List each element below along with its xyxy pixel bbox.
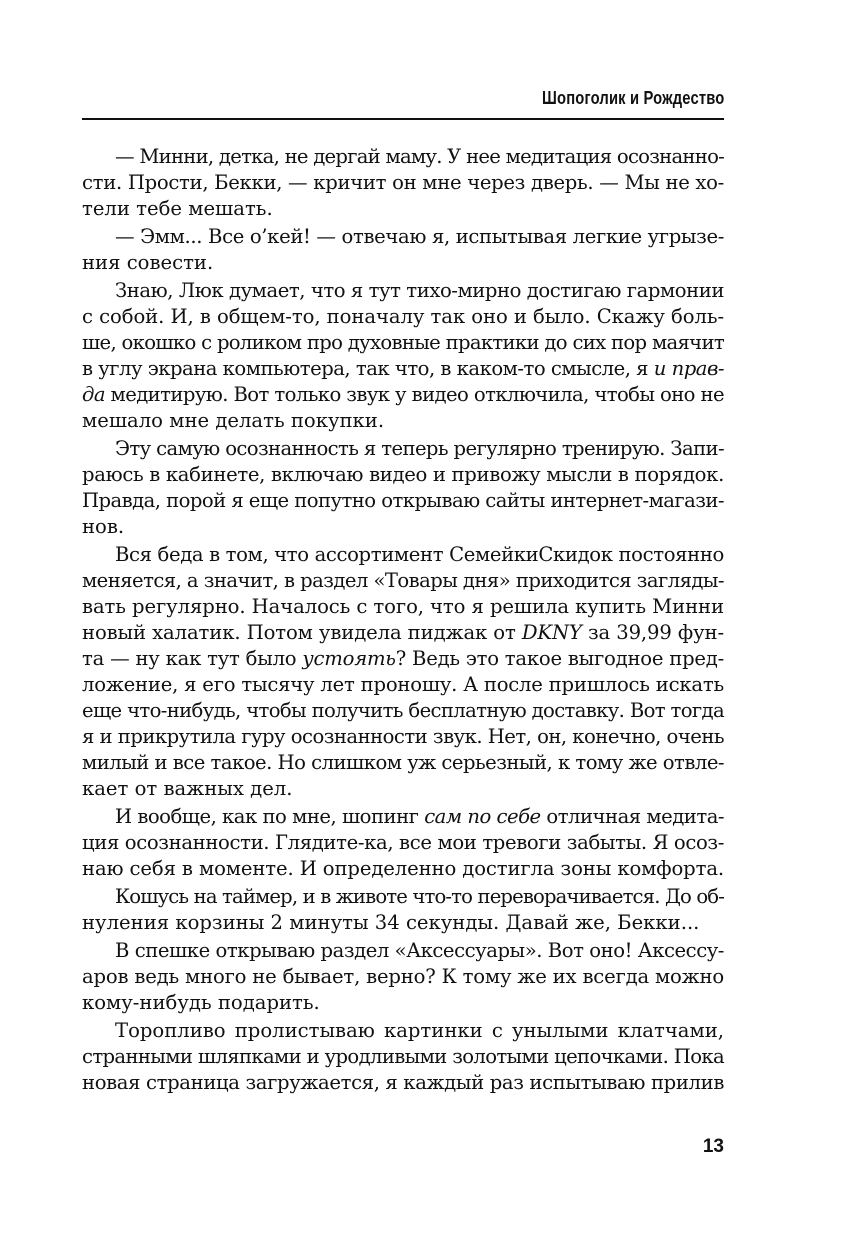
paragraph <box>82 938 724 1016</box>
text-line: — Эмм... Все о’кей! — отвечаю я, испытывая легкие угрызе- <box>115 225 724 248</box>
text-line: ше, окошко с роликом про духовные практики до сих пор маячит <box>82 331 724 354</box>
text-line: ния совести. <box>82 251 214 274</box>
paragraph <box>82 144 724 222</box>
text-line: сти. Прости, Бекки, — кричит он мне через дверь. — Мы не хо- <box>82 171 724 194</box>
text-line: Знаю, Люк думает, что я тут тихо-мирно достигаю гармонии <box>115 279 724 302</box>
paragraph <box>82 884 724 936</box>
text-line: странными шляпками и уродливыми золотыми цепочками. Пока <box>82 1045 724 1068</box>
paragraph <box>82 224 724 276</box>
text-line: И вообще, как по мне, шопинг сам по себе отличная медита- <box>115 805 725 828</box>
text-line: да медитирую. Вот только звук у видео отключила, чтобы оно не <box>82 383 724 406</box>
paragraph <box>82 542 724 802</box>
text-line: Эту самую осознанность я теперь регулярно тренирую. Запи- <box>115 437 724 460</box>
text-line: кает от важных дел. <box>82 777 293 800</box>
text-line: В спешке открываю раздел «Аксессуары». Вот оно! Аксессу- <box>115 939 724 962</box>
text-line: наю себя в моменте. И определенно достигла зоны комфорта. <box>82 857 724 880</box>
text-line: Правда, порой я еще попутно открываю сайты интернет-магази- <box>82 489 724 512</box>
text-line: вать регулярно. Началось с того, что я решила купить Минни <box>82 595 724 618</box>
text-line: кому-нибудь подарить. <box>82 991 320 1014</box>
text-line: новая страница загружается, я каждый раз испытываю прилив <box>82 1071 724 1094</box>
text-line: нуления корзины 2 минуты 34 секунды. Давай же, Бекки... <box>82 911 700 934</box>
text-line: я и прикрутила гуру осознанности звук. Нет, он, конечно, очень <box>82 725 724 748</box>
text-line: Торопливо пролистываю картинки с унылыми клатчами, <box>115 1019 724 1042</box>
paragraph <box>82 804 724 882</box>
text-line: еще что-нибудь, чтобы получить бесплатную доставку. Вот тогда <box>82 699 724 722</box>
text-line: тели тебе мешать. <box>82 197 273 220</box>
paragraph <box>82 1018 724 1096</box>
text-line: меняется, а значит, в раздел «Товары дня» приходится загляды- <box>82 569 724 592</box>
text-line: мешало мне делать покупки. <box>82 409 385 432</box>
text-line: Вся беда в том, что ассортимент СемейкиСкидок постоянно <box>115 543 724 566</box>
text-line: та — ну как тут было устоять? Ведь это такое выгодное пред- <box>82 647 725 670</box>
text-line: в углу экрана компьютера, так что, в каком-то смысле, я и прав- <box>82 357 724 380</box>
text-line: раюсь в кабинете, включаю видео и привожу мысли в порядок. <box>82 463 724 486</box>
header-rule <box>82 118 724 120</box>
text-line: аров ведь много не бывает, верно? К тому же их всегда можно <box>82 965 724 988</box>
paragraph <box>82 278 724 434</box>
text-line: ложение, я его тысячу лет проношу. А после пришлось искать <box>82 673 724 696</box>
text-line: — Минни, детка, не дергай маму. У нее медитация осознанно- <box>115 145 724 168</box>
paragraph <box>82 436 724 540</box>
text-line: ция осознанности. Глядите-ка, все мои тревоги забыты. Я осоз- <box>82 831 724 854</box>
text-line: милый и все такое. Но слишком уж серьезный, к тому же отвле- <box>82 751 724 774</box>
text-line: с собой. И, в общем-то, поначалу так оно и было. Скажу боль- <box>82 305 724 328</box>
body-text <box>82 144 724 1098</box>
page-header <box>82 86 724 112</box>
text-line: новый халатик. Потом увидела пиджак от DKNY за 39,99 фун- <box>82 621 724 644</box>
page-number: 13 <box>702 1136 724 1157</box>
text-line: нов. <box>82 515 125 538</box>
running-head: Шопоголик и Рождество <box>541 88 724 108</box>
text-line: Кошусь на таймер, и в животе что-то переворачивается. До об- <box>115 885 724 908</box>
